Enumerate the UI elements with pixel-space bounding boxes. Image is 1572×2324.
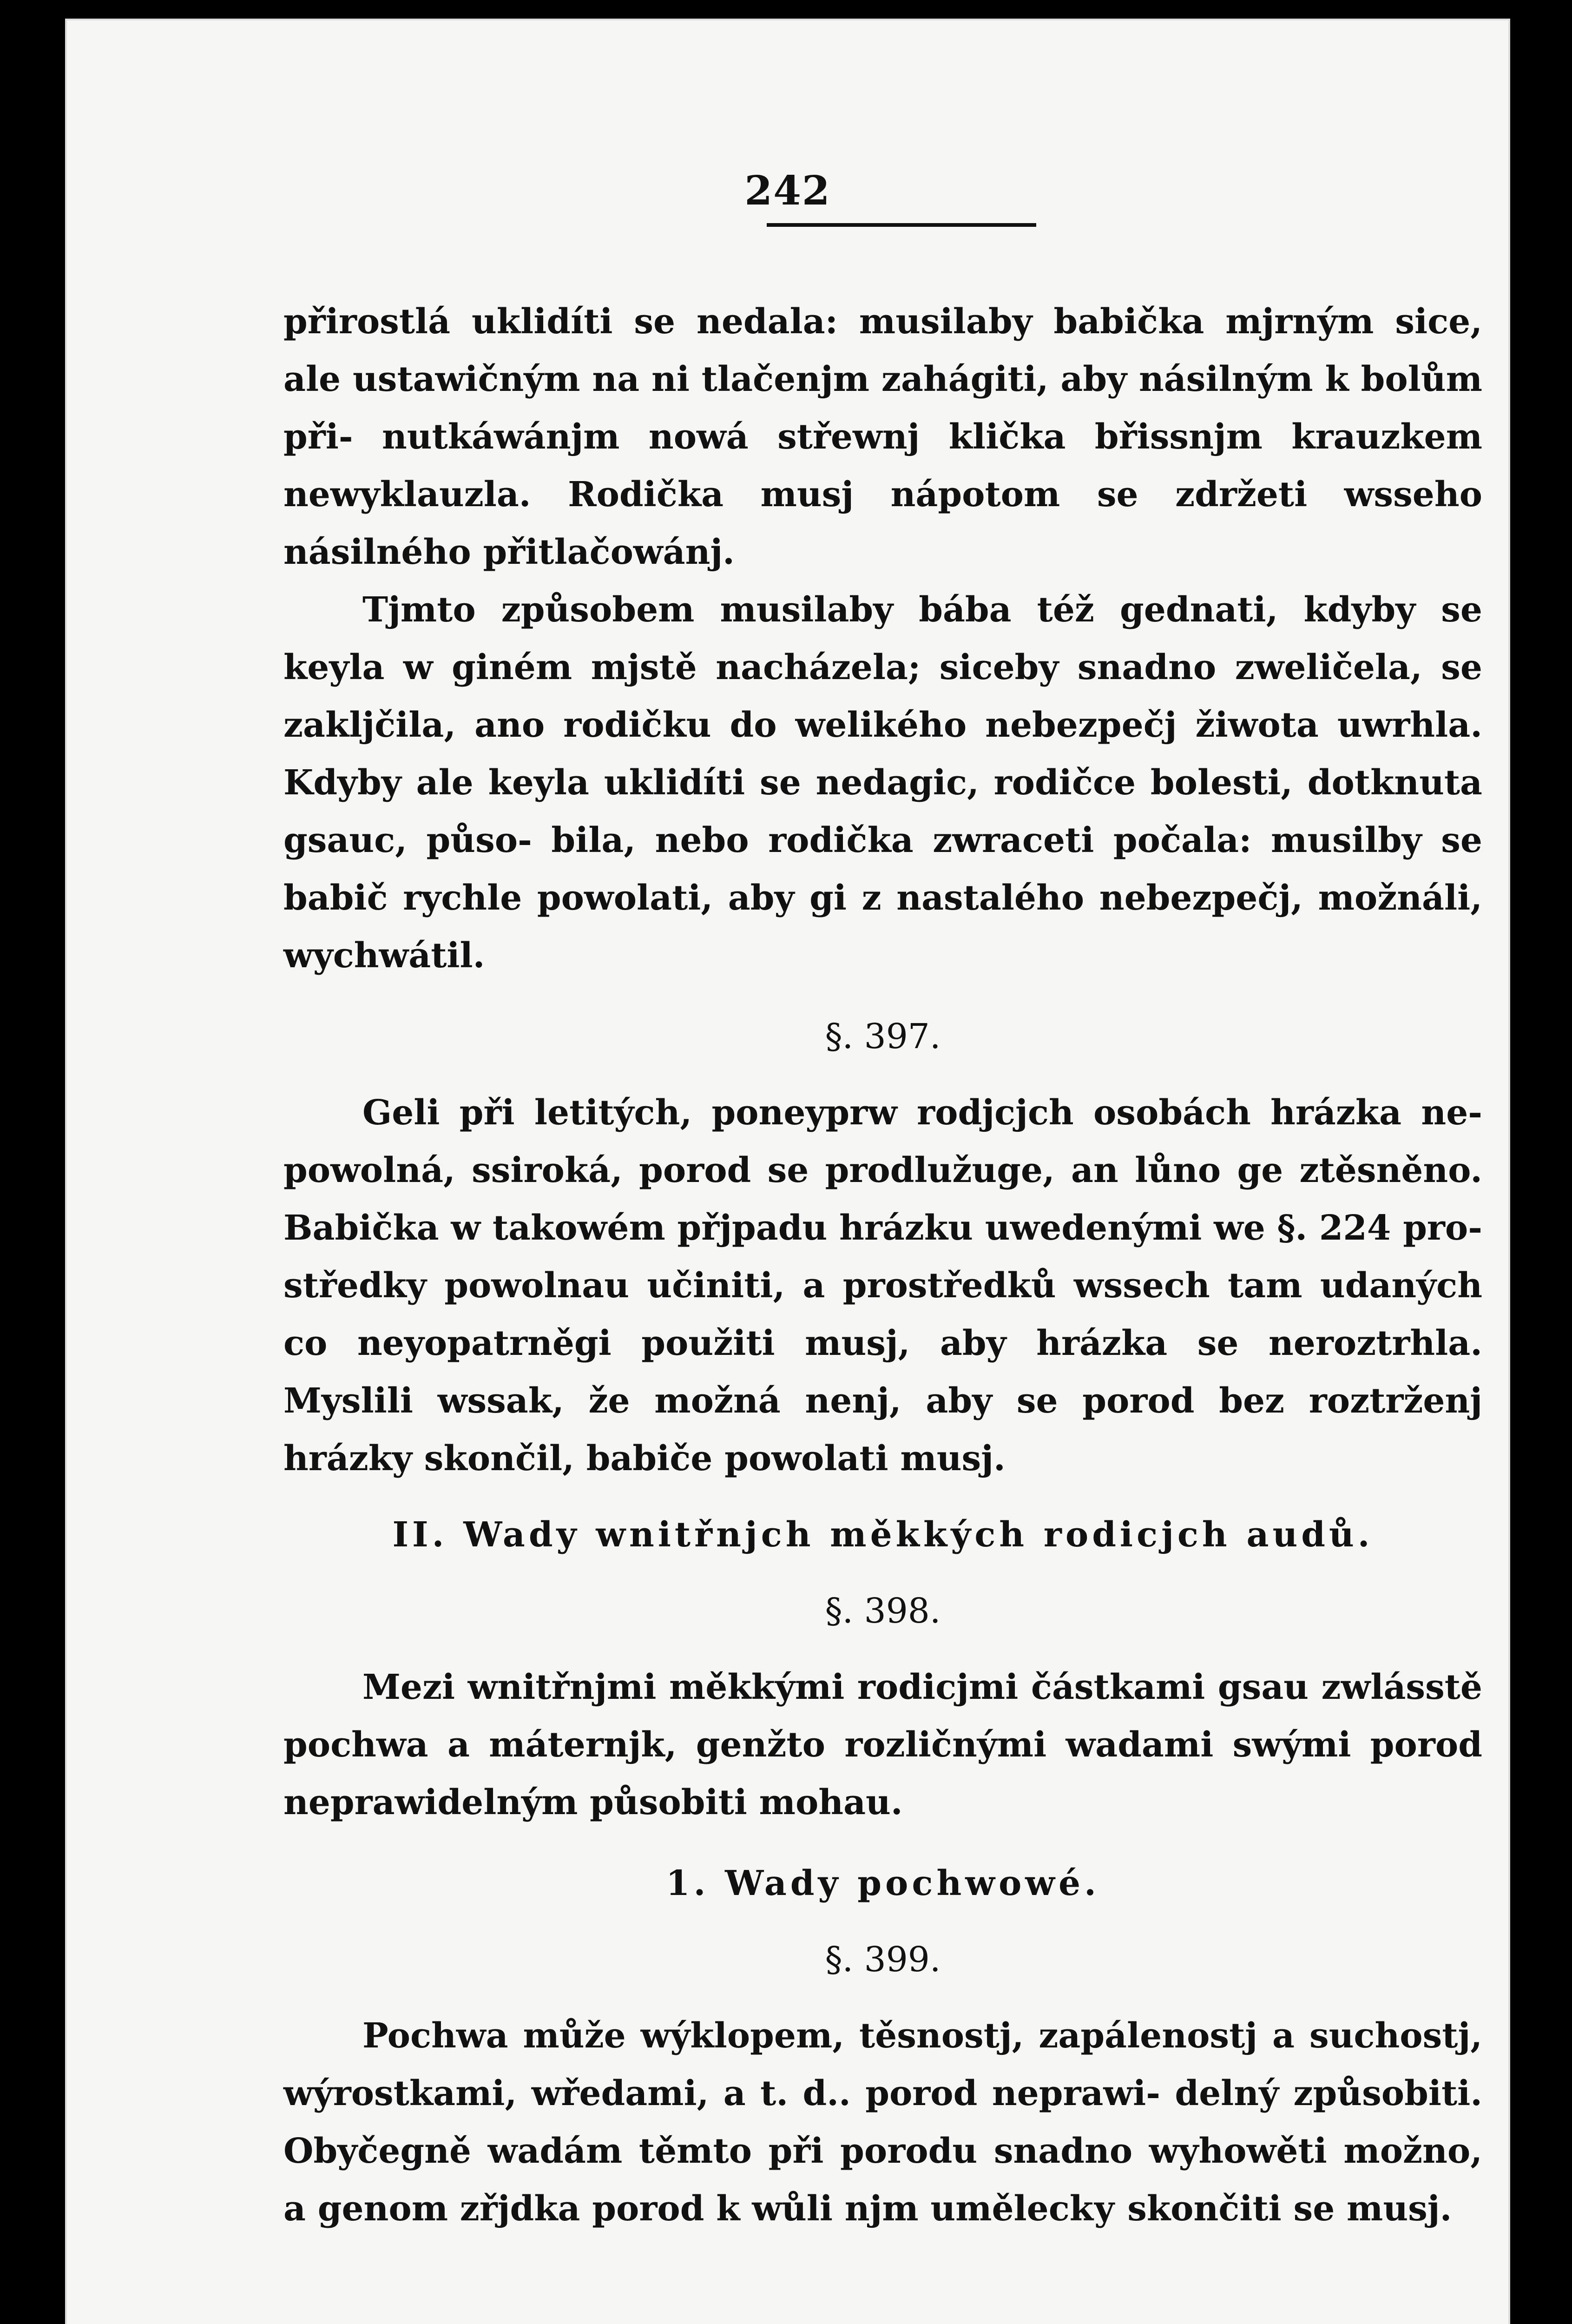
paragraph-2: Tjmto způsobem musilaby bába též gednati, kdyby se keyla w giném mjstě nacházela; siceby snadno zwelіčela, se zakljčila, ano rodičku do welikého nebezpečj žiwota uwrhla. Kdyby ale keyla uklidíti se nedagic, rodičce bolesti, dotknuta gsauc, půso- bila, nebo rodička zwraceti počala: musilby se babič rychle powolati, aby gi z nastalého nebezpečj, možnáli, wychwátil. <box>283 590 1482 976</box>
paragraph-5: Pochwa může wýklopem, těsnostj, zapálenostj a suchostj, wýrostkami, wředami, a t. d.. porod neprawi- delný způsobiti. Obyčegně wadám těmto při porodu snadno wyhowěti možno, a genom zřjdka porod k wůli njm uměleckу skončiti se musj. <box>283 2016 1482 2229</box>
paragraph-1: přirostlá uklidíti se nedala: musilaby babička mjrným sice, ale ustawičným na ni tlačenjm zahágiti, aby násilným k bolům při- nutkáwánjm nowá střewnj klička břissnjm krauzkem newyklauzla. Rodička musj nápotom se zdržeti wsseho násilného přitlačowánj. <box>283 302 1482 572</box>
heading-1: 1. Wady pochwowé. <box>666 1863 1100 1903</box>
header-rule <box>767 223 1036 227</box>
document-page <box>65 19 1510 2324</box>
body-text <box>283 293 1482 2238</box>
paragraph-3: Geli při letitých, poneyprw rodjcjch osobách hrázka ne- powolná, ssiroká, porod se prodlužuge, an lůno ge ztěsněno. Babička w takowém přjpadu hrázku uwedenými we §. 224 pro- středky powolnau učiniti, a prostředků wssech tam udaných co neyopatrněgi použiti musj, aby hrázka se neroztrhla. Myslili wssak, že možná nenj, aby se porod bez roztrženj hrázky skončil, babiče powolati musj. <box>283 1093 1482 1479</box>
heading-ii: II. Wady wnitřnjch měkkých rodicjch audů. <box>392 1515 1374 1555</box>
page-number: 242 <box>744 167 831 214</box>
section-398: §. 398. <box>825 1591 941 1631</box>
paragraph-4: Mezi wnitřnjmi měkkými rodicjmi částkami gsau zwlásstě pochwa a máternjk, genžto rozličnými wadami swými porod neprawidelným působiti mohau. <box>283 1667 1482 1822</box>
section-399: §. 399. <box>825 1940 941 1980</box>
section-397: §. 397. <box>825 1017 941 1056</box>
